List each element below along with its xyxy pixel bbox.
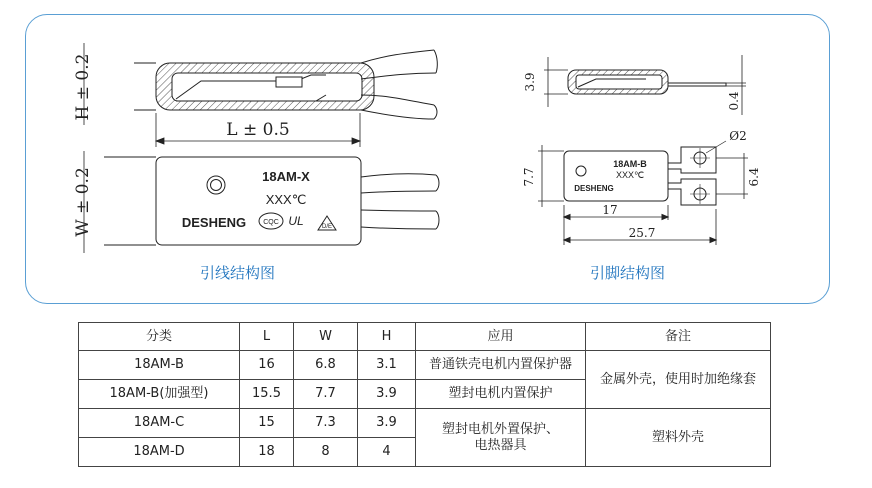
row-name: 18AM-D bbox=[79, 438, 240, 467]
row-w: 6.8 bbox=[294, 351, 358, 380]
row-l: 15 bbox=[240, 409, 294, 438]
header-l: L bbox=[240, 323, 294, 351]
pin-temp-label: XXX℃ bbox=[615, 170, 645, 180]
row-application: 塑封电机内置保护 bbox=[416, 380, 586, 409]
header-application: 应用 bbox=[416, 323, 586, 351]
row-name: 18AM-B bbox=[79, 351, 240, 380]
row-remark: 塑料外壳 bbox=[586, 409, 771, 467]
pin-brand-label: DESHENG bbox=[574, 184, 614, 193]
pin-model-label: 18AM-B bbox=[613, 159, 647, 169]
row-name: 18AM-C bbox=[79, 409, 240, 438]
pin-dim-hole: Ø2 bbox=[729, 129, 747, 143]
lead-side-view bbox=[84, 43, 437, 125]
row-application: 塑封电机外置保护、 电热器具 bbox=[416, 409, 586, 467]
row-l: 16 bbox=[240, 351, 294, 380]
row-h: 3.9 bbox=[358, 380, 416, 409]
row-w: 7.7 bbox=[294, 380, 358, 409]
pin-dim-height: 3.9 bbox=[523, 72, 537, 92]
structure-drawings bbox=[26, 15, 831, 305]
pin-side-view bbox=[544, 55, 746, 115]
header-category: 分类 bbox=[79, 323, 240, 351]
diagram-panel bbox=[25, 14, 830, 304]
row-application: 普通铁壳电机内置保护器 bbox=[416, 351, 586, 380]
lead-front-view bbox=[84, 151, 439, 253]
lead-dim-height: H ± 0.2 bbox=[73, 53, 93, 121]
lead-structure-caption: 引线结构图 bbox=[200, 264, 276, 282]
pin-dim-width: 7.7 bbox=[522, 167, 536, 187]
row-remark: 金属外壳，使用时加绝缘套 bbox=[586, 351, 771, 409]
row-l: 18 bbox=[240, 438, 294, 467]
de-mark: D/E bbox=[321, 224, 333, 230]
header-h: H bbox=[358, 323, 416, 351]
row-h: 3.9 bbox=[358, 409, 416, 438]
cqc-mark: CQC bbox=[263, 219, 279, 226]
lead-dim-length: L ± 0.5 bbox=[226, 120, 290, 140]
table-row bbox=[79, 409, 771, 438]
header-w: W bbox=[294, 323, 358, 351]
lead-dim-width: W ± 0.2 bbox=[73, 167, 93, 237]
pin-dim-total-length: 25.7 bbox=[628, 226, 656, 240]
pin-dim-pin-width: 6.4 bbox=[747, 167, 761, 187]
pin-dim-thickness: 0.4 bbox=[727, 91, 741, 111]
lead-brand-label: DESHENG bbox=[181, 215, 247, 230]
header-remark: 备注 bbox=[586, 323, 771, 351]
table-header-row bbox=[79, 323, 771, 351]
row-l: 15.5 bbox=[240, 380, 294, 409]
lead-model-label: 18AM-X bbox=[262, 169, 310, 184]
ul-mark: UL bbox=[288, 214, 304, 228]
pin-dim-body-length: 17 bbox=[602, 203, 618, 217]
row-w: 7.3 bbox=[294, 409, 358, 438]
pin-structure-caption: 引脚结构图 bbox=[590, 264, 666, 282]
row-h: 3.1 bbox=[358, 351, 416, 380]
lead-temp-label: XXX℃ bbox=[265, 192, 307, 207]
spec-table bbox=[78, 322, 771, 467]
row-w: 8 bbox=[294, 438, 358, 467]
row-h: 4 bbox=[358, 438, 416, 467]
row-name: 18AM-B(加强型) bbox=[79, 380, 240, 409]
table-row bbox=[79, 351, 771, 380]
